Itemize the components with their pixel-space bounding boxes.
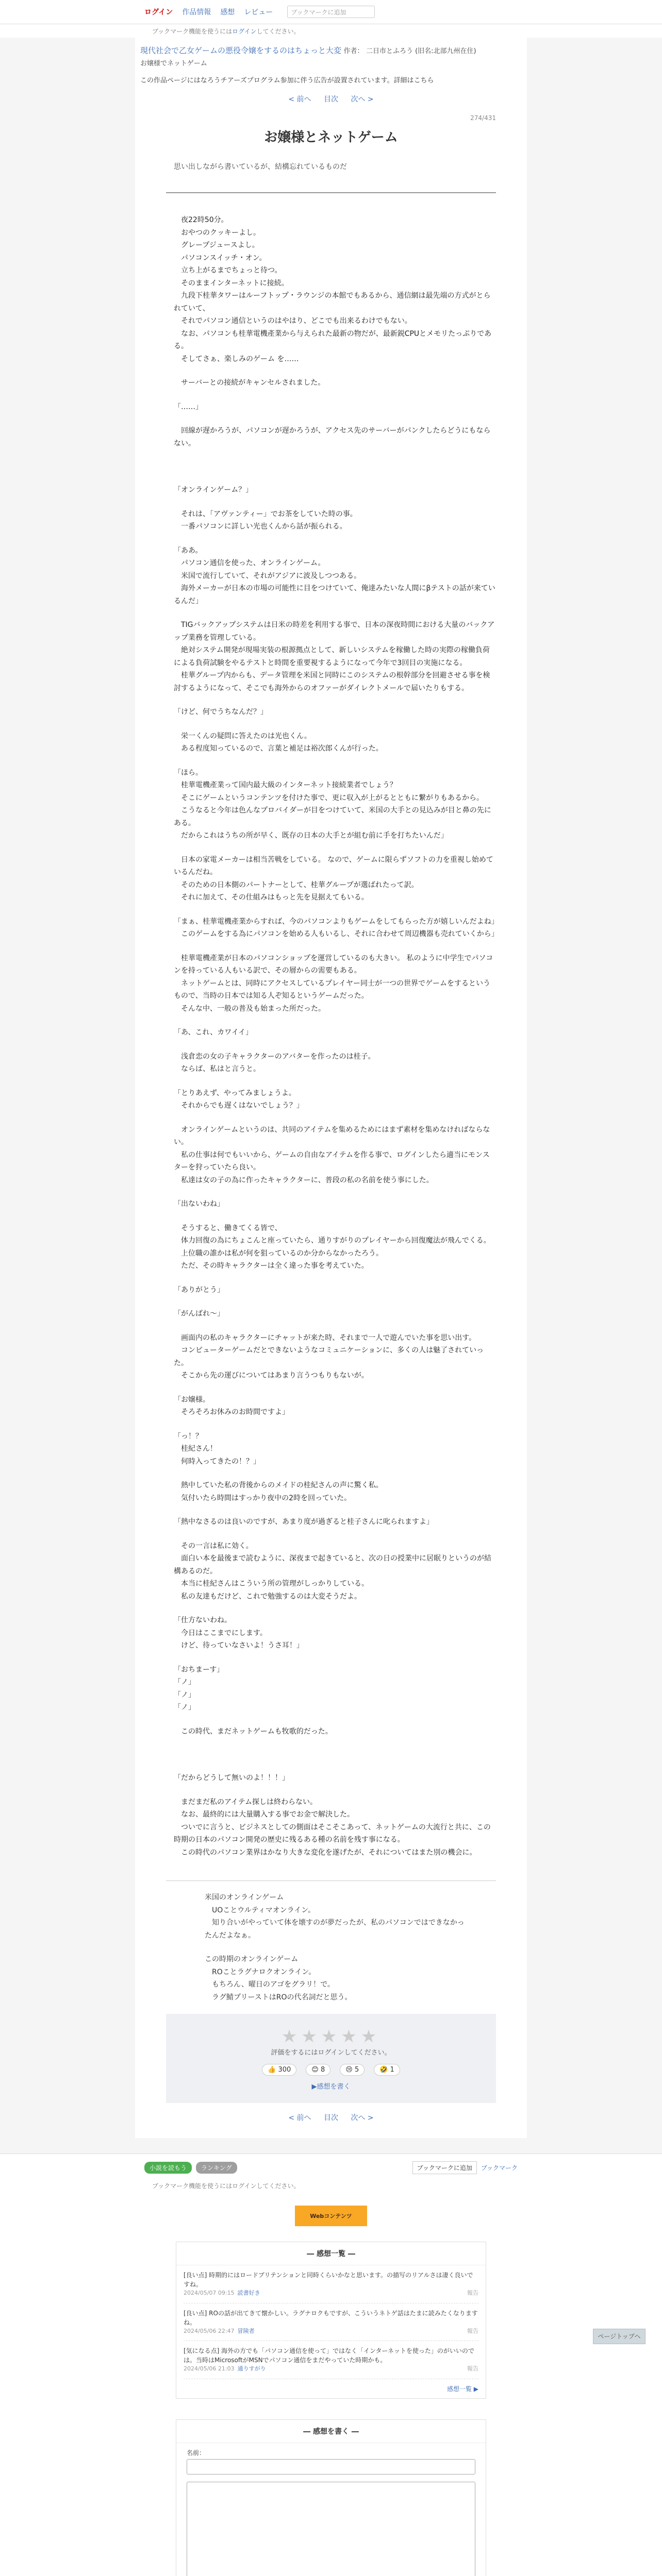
toc-link[interactable]: 目次 <box>324 95 338 104</box>
body-paragraph <box>174 1320 496 1332</box>
impressions-list <box>176 2265 486 2379</box>
report-link[interactable]: 報告 <box>467 2290 478 2296</box>
afterword-line <box>205 1942 465 1953</box>
bookmark-note: ブックマーク機能を使うにはログインしてください。 <box>152 2182 300 2190</box>
afterword-line: 米国のオンラインゲーム <box>205 1893 284 1902</box>
body-paragraph: 画面内の私のキャラクターにチャットが来た時、それまで一人で遊んでいた事を思い出す。 <box>174 1333 476 1342</box>
body-paragraph: パソコンスイッチ・オン。 <box>174 253 267 262</box>
body-paragraph: 浅倉恋の女の子キャラクターのアバターを作ったのは桂子。 <box>174 1052 375 1061</box>
impression-user[interactable]: 通りすがり <box>237 2365 266 2372</box>
body-paragraph: 何時入ってきたの！？」 <box>174 1457 260 1466</box>
tab-work-info[interactable]: 作品情報 <box>182 8 211 16</box>
body-paragraph: 「お嬢様。 <box>174 1395 210 1404</box>
body-paragraph: 絶対システム開発が現場実装の根源拠点として、新しいシステムを稼働した時の実際の稼働負荷による負荷試験をやるテストと時間を重要視するようになって今年で3回目の実施になる。 <box>174 646 490 667</box>
body-paragraph: 「ノ」 <box>174 1690 195 1699</box>
body-paragraph: 桂華電機產業が日本のパソコンショップを運営しているのも大きい。 私のように中学生でパソコンを持っている人もいる訳で、その層からの需要もある。 <box>174 954 493 975</box>
body-paragraph <box>174 1112 496 1124</box>
body-paragraph: この時代、まだネットゲームも牧歌的だった。 <box>174 1727 333 1736</box>
impression-user[interactable]: 読書好き <box>237 2290 260 2296</box>
write-impression-form <box>176 2419 486 2576</box>
top-pager <box>135 84 527 109</box>
report-link[interactable]: 報告 <box>467 2327 478 2334</box>
body-paragraph: それからでも遅くはないでしょう？」 <box>174 1101 304 1110</box>
body-paragraph: 夜22時50分。 <box>174 216 228 224</box>
prev-link[interactable]: < 前へ <box>288 95 311 104</box>
body-paragraph <box>174 1738 496 1749</box>
footer <box>0 2154 662 2576</box>
body-paragraph <box>174 472 496 484</box>
body-paragraph: 「出ないわね」 <box>174 1200 224 1208</box>
body-paragraph: 桂紀さん！ <box>174 1445 217 1453</box>
impression-user[interactable]: 冒険者 <box>237 2327 255 2334</box>
impression-date: 2024/05/06 22:47 <box>184 2327 235 2334</box>
reaction-button[interactable]: 😢 5 <box>340 2064 365 2076</box>
body-paragraph: こうなると今年は色んなプロバイダーが目をつけていて、米国の大手との見込みが目と鼻の先にある。 <box>174 806 491 827</box>
body-paragraph: 「熱中なさるのは良いのですが、あまり度が過ぎると桂子さんに叱られますよ」 <box>174 1518 434 1526</box>
body-paragraph: ただ、その時キャラクターは全く違った事を考えていた。 <box>174 1262 369 1270</box>
body-paragraph <box>174 1603 496 1614</box>
body-paragraph: 「まぁ、桂華電機產業からすれば、今のパソコンよりもゲームをしてもらった方が嬉しいんだよね」 <box>174 917 499 926</box>
body-paragraph <box>174 1296 496 1308</box>
body-paragraph: 「っ！？ <box>174 1432 203 1440</box>
body-paragraph <box>174 719 496 730</box>
body-paragraph: ネットゲームとは、同時にアクセスしているプレイヤー同士が一つの世界でゲームをするというもので、当時の日本では知る人ぞ知るというゲームだった。 <box>174 979 491 1000</box>
body-paragraph <box>174 904 496 916</box>
login-notice-suffix: してください。 <box>256 27 300 35</box>
web-content-banner[interactable]: Webコンテンツ <box>295 2206 367 2226</box>
body-paragraph: 熱中していた私の背後からのメイドの桂紀さんの声に驚く私。 <box>174 1481 383 1489</box>
name-label: 名前： <box>187 2449 206 2456</box>
bookmark-link[interactable]: ブックマーク <box>481 2164 518 2172</box>
body-paragraph: 海外メーカーが日本の市場の可能性に目をつけていて、俺達みたいな人間にβテストの話が来ているんだ」 <box>174 584 495 605</box>
body-paragraph <box>174 1419 496 1430</box>
report-link[interactable]: 報告 <box>467 2365 478 2372</box>
body-paragraph <box>174 413 496 425</box>
body-paragraph <box>174 1859 496 1870</box>
body-paragraph: それでパソコン通信というのはやはり、どこでも出来るわけでもない。 <box>174 317 412 325</box>
body-paragraph: コンピューターゲームだとできないようなコミュニケーションに、多くの人は魅了されていった。 <box>174 1346 484 1367</box>
body-paragraph <box>174 1187 496 1198</box>
body-paragraph: 「とりあえず、やってみましょうよ。 <box>174 1089 296 1097</box>
body-paragraph <box>174 1076 496 1087</box>
body-paragraph: そうすると、働きてくる皆で、 <box>174 1224 282 1232</box>
impression-item <box>184 2303 478 2342</box>
body-paragraph: なお、最終的には大量購入する事でお金で解決した。 <box>174 1810 354 1819</box>
write-title: ― 感想を書く ― <box>176 2420 486 2443</box>
impression-text[interactable]: [良い点] 時期的にはロードプリテンションと同時くらいかなと思います。の描写のリアルさは凄く良いですね。 <box>184 2272 473 2288</box>
body-paragraph: けど、待っていなさいよ！うさ耳！」 <box>174 1641 304 1650</box>
login-link[interactable]: ログイン <box>144 8 173 16</box>
body-paragraph: この時代のパソコン業界はかなり大きな変化を遂げたが、それについてはまた別の機会に。 <box>174 1848 477 1857</box>
body-paragraph <box>174 1211 496 1222</box>
toc-link[interactable]: 目次 <box>324 2114 338 2122</box>
body-paragraph <box>174 1785 496 1796</box>
bookmark-add-button[interactable]: ブックマークに追加 <box>412 2161 477 2174</box>
body-paragraph: 「あ、これ、カワイイ」 <box>174 1028 253 1037</box>
impression-date: 2024/05/07 09:15 <box>184 2290 235 2296</box>
body-paragraph: サーバーとの接続がキャンセルされました。 <box>174 379 325 387</box>
body-paragraph <box>174 1529 496 1540</box>
star-rating[interactable]: ★★★★★ <box>281 2026 381 2047</box>
body-paragraph <box>174 607 496 619</box>
page-top-button[interactable]: ページトップへ <box>593 2329 646 2344</box>
body-paragraph: グレープジュースよし。 <box>174 241 259 249</box>
body-paragraph: だからこれはうちの所が早く、既存の日本の大手とが組む前に手を打ちたいんだ」 <box>174 832 448 840</box>
body-paragraph <box>174 1714 496 1725</box>
body-paragraph: 面白い本を最後まで読むように、深夜まで起きていると、次の日の授業中に居眠りというのが結構あるのだ。 <box>174 1554 491 1575</box>
body-paragraph: そこにゲームというコンテンツを付けた事で、更に収入が上がるとともに繋がりもあるから。 <box>174 793 484 802</box>
body-paragraph: 「がんばれ～」 <box>174 1310 224 1318</box>
body-paragraph: パソコン通信を使った、オンラインゲーム。 <box>174 559 325 567</box>
impression-meta <box>184 2365 478 2374</box>
body-paragraph: そこから先の運びについてはあまり言うつもりもないが。 <box>174 1371 369 1380</box>
body-paragraph: そのままインターネットに接続。 <box>174 279 289 287</box>
next-link[interactable]: 次へ > <box>351 2114 374 2122</box>
site-tag[interactable]: 小説を読もう <box>144 2162 192 2174</box>
next-link[interactable]: 次へ > <box>351 95 374 104</box>
body-paragraph: 「……」 <box>174 402 203 411</box>
impression-item <box>184 2265 478 2303</box>
body-paragraph <box>174 1760 496 1772</box>
body-paragraph <box>174 755 496 767</box>
body-paragraph: 「おちまーす」 <box>174 1665 224 1674</box>
impression-meta <box>184 2327 478 2336</box>
episode-number: 274/431 <box>470 114 496 122</box>
afterword-line: もちろん、曜日のアゴをグラリ！で。 <box>205 1980 335 1989</box>
series-header <box>135 38 527 84</box>
body-paragraph <box>174 1273 496 1284</box>
impression-item <box>184 2341 478 2379</box>
novel-page <box>135 38 527 2138</box>
prev-link[interactable]: < 前へ <box>288 2114 311 2122</box>
body-paragraph: 「けど、何でうちなんだ？」 <box>174 708 268 716</box>
reaction-button[interactable]: 👍 300 <box>262 2064 296 2076</box>
body-paragraph: ならば、私はと言うと。 <box>174 1065 260 1073</box>
tab-reviews[interactable]: レビュー <box>244 8 273 16</box>
body-paragraph: 栄一くんの疑問に答えたのは光也くん。 <box>174 732 311 740</box>
preface: 思い出しながら書いているが、結構忘れているものだ <box>174 163 347 171</box>
body-paragraph: その一言は私に効く。 <box>174 1541 253 1550</box>
body-paragraph: 私の友達もだけど、これで勉強するのは大変そうだよ。 <box>174 1592 361 1601</box>
bottom-pager <box>135 2103 527 2138</box>
body-paragraph <box>174 694 496 706</box>
body-paragraph: 体力回復の為にちょこんと座っていたら、通りすがりのプレイヤーから回復魔法が飛んでくる。 <box>174 1236 491 1245</box>
author-label: 作者： <box>343 47 364 55</box>
write-impression-link[interactable]: ▶感想を書く <box>311 2083 351 2091</box>
body-paragraph: オンラインゲームというのは、共同のアイテムを集めるためにはまず素材を集めなければならない。 <box>174 1125 490 1146</box>
body-paragraph: 上位職の誰かは私が何を狙っているのか分からなかったろう。 <box>174 1249 383 1258</box>
body-paragraph: そのための日本側のパートナーとして、桂華グループが選ばれたって訳。 <box>174 880 419 889</box>
body-paragraph: なお、パソコンも桂華電機產業から与えられた最新の物だが、最新鋭CPUとメモリたっぷりである。 <box>174 329 492 350</box>
afterword-line: 知り合いがやっていて体を壊すのが夢だったが、私のパソコンではできなかったんだよなぁ。 <box>205 1919 465 1940</box>
body-paragraph: 桂華グループ内からも、データ管理を米国と同時にこのシステムの根幹部分を回避させる事を検討するようになって、そこでも海外からのオファーがダイレクトメールで届いたりもする。 <box>174 671 490 692</box>
body-paragraph: 「仕方ないわね。 <box>174 1616 231 1624</box>
body-paragraph <box>174 1039 496 1050</box>
body-paragraph: 「ありがとう」 <box>174 1285 224 1294</box>
impression-text[interactable]: [良い点] ROの話が出てきて懐かしい。ラグナロクもですが、こういうネトゲ話はたまに読みたくなりますね。 <box>184 2309 478 2326</box>
body-paragraph <box>174 461 496 472</box>
body-paragraph: 米国で流行していて、それがアジアに波及しつつある。 <box>174 571 361 580</box>
body-paragraph <box>174 533 496 545</box>
bookmark-add-button[interactable]: ブックマークに追加 <box>287 6 375 18</box>
body-paragraph: 「ああ。 <box>174 546 203 555</box>
tab-impressions[interactable]: 感想 <box>220 8 235 16</box>
afterword-line: UOことウルティマオンライン。 <box>205 1906 316 1914</box>
body-paragraph: 桂華電機產業って国内最大級のインターネット接続業者でしょう？ <box>174 781 397 789</box>
body-paragraph <box>174 497 496 508</box>
impressions-title: ― 感想一覧 ― <box>176 2242 486 2265</box>
body-paragraph: まだまだ私のアイテム探しは終わらない。 <box>174 1798 318 1806</box>
rating-note: 評価をするにはログインしてください。 <box>271 2049 391 2057</box>
afterword-line: ROことラグナロクオンライン。 <box>205 1968 316 1976</box>
impression-textarea[interactable] <box>187 2482 475 2576</box>
reaction-button[interactable]: 😊 8 <box>306 2064 330 2076</box>
body-paragraph <box>174 450 496 461</box>
body-paragraph: TIGバックアップシステムは日米の時差を利用する事で、日本の深夜時間における大量のバックアップ業務を管理している。 <box>174 621 495 642</box>
body-paragraph <box>174 1652 496 1664</box>
body-paragraph: 私達は女の子の為に作ったキャラクターに、普段の私の名前を使う事にした。 <box>174 1176 434 1184</box>
body-paragraph: そんな中、一般の普及も始まった所だった。 <box>174 1004 325 1013</box>
login-notice-prefix: ブックマーク機能を使うには <box>152 27 233 35</box>
body-paragraph <box>174 365 496 377</box>
body-paragraph: 気付いたら時間はすっかり夜中の2時を回っていた。 <box>174 1494 352 1502</box>
rating-panel <box>166 2014 496 2103</box>
afterword-line: この時期のオンラインゲーム <box>205 1955 299 1963</box>
body-paragraph <box>174 1504 496 1516</box>
body-label <box>176 2475 486 2482</box>
body-paragraph: このゲームをする為にパソコンを始める人もいるし、それに合わせて周辺機器も売れていくから」 <box>174 930 499 938</box>
body-paragraph <box>174 1015 496 1026</box>
impressions-box <box>176 2242 486 2399</box>
body-paragraph <box>174 1382 496 1394</box>
more-impressions-link[interactable]: 感想一覧 ▶ <box>446 2385 478 2393</box>
body-paragraph: 今日はここまでにします。 <box>174 1629 267 1637</box>
body-paragraph: 「ノ」 <box>174 1703 195 1711</box>
body-paragraph: 私の仕事は何でもいいから、ゲームの自由なアイテムを作る事で、ログインしたら適当にモンスターを狩っていたら良い。 <box>174 1150 490 1172</box>
body-paragraph: 本当に桂紀さんはこういう所の管理がしっかりしている。 <box>174 1580 369 1588</box>
afterword-line: ラグ鯖プリーストはROの代名詞だと思う。 <box>205 1993 352 2002</box>
afterword <box>166 1880 496 2014</box>
body-paragraph: それに加えて、その仕組みはもっと先を見据えてもいる。 <box>174 893 369 902</box>
body-paragraph: そろそろお休みのお時間ですよ」 <box>174 1408 289 1416</box>
footer-toolbar <box>0 2154 662 2181</box>
reaction-button[interactable]: 🤣 1 <box>374 2064 400 2076</box>
body-paragraph <box>174 389 496 401</box>
body-paragraph: おやつのクッキーよし。 <box>174 228 260 237</box>
login-notice-link[interactable]: ログイン <box>232 27 257 35</box>
author-link[interactable]: 二日市とふろう (旧名:北部九州在住) <box>366 47 476 55</box>
body-paragraph: 立ち上がるまでちょっと待つ。 <box>174 266 282 275</box>
body-paragraph: 回線が遅かろうが、パソコンが遅かろうが、アクセス先のサーバーがパンクしたらどうにもならない。 <box>174 427 491 448</box>
episode-title: お嬢様とネットゲーム <box>264 130 398 145</box>
login-notice <box>0 24 662 38</box>
top-navigation <box>0 0 662 24</box>
cheers-notice: この作品ページにはなろうチアーズプログラム参加に伴う広告が設置されています。詳細はこちら <box>140 77 434 84</box>
body-paragraph: 九段下桂華タワーはルーフトップ・ラウンジの本館でもあるから、通信網は最先端の方式がとられていて、 <box>174 292 491 313</box>
body-paragraph: 一番パソコンに詳しい光也くんから話が振られる。 <box>174 522 347 531</box>
impression-date: 2024/05/06 21:03 <box>184 2365 235 2372</box>
body-paragraph: 日本の家電メーカーは相当苦戦をしている。 なので、ゲームに限らずソフトの力を重視し始めているんだね。 <box>174 855 493 876</box>
impression-meta <box>184 2289 478 2298</box>
episode-body <box>135 193 527 1880</box>
body-paragraph <box>174 1749 496 1760</box>
chapter-name: お嬢様でネットゲーム <box>140 60 207 67</box>
body-paragraph: それは、「アヴァンティー」でお茶をしていた時の事。 <box>174 510 357 518</box>
name-field[interactable] <box>187 2459 475 2475</box>
body-paragraph: 「ノ」 <box>174 1678 195 1686</box>
body-paragraph: 「ほら。 <box>174 768 203 777</box>
series-title[interactable]: 現代社会で乙女ゲームの悪役令嬢をするのはちょっと大変 <box>140 46 342 55</box>
body-paragraph: ついでに言うと、ビジネスとしての側面はそこそこあって、ネットゲームの大流行と共に、この時期の日本のパソコン開発の歴史に残るある種の名前を残す事になる。 <box>174 1823 491 1844</box>
body-paragraph <box>174 842 496 854</box>
body-paragraph: ある程度知っているので、言葉と補足は裕次郎くんが行った。 <box>174 744 383 753</box>
reaction-bar <box>166 2064 496 2076</box>
body-paragraph: 「だからどうして無いのよ！！！」 <box>174 1774 289 1782</box>
body-paragraph <box>174 1468 496 1479</box>
impression-text[interactable]: [気になる点] 海外の方でも「パソコン通信を使って」ではなく「インターネットを使った」のがいいのでは。当時はMicrosoftがMSNでパソコン通信をまだやっていた時期かも。 <box>184 2347 474 2364</box>
ranking-tag[interactable]: ランキング <box>196 2162 237 2174</box>
body-paragraph: 「オンラインゲーム？」 <box>174 486 253 494</box>
body-paragraph: そしてさぁ、楽しみのゲーム を…… <box>174 354 299 363</box>
body-paragraph <box>174 941 496 952</box>
